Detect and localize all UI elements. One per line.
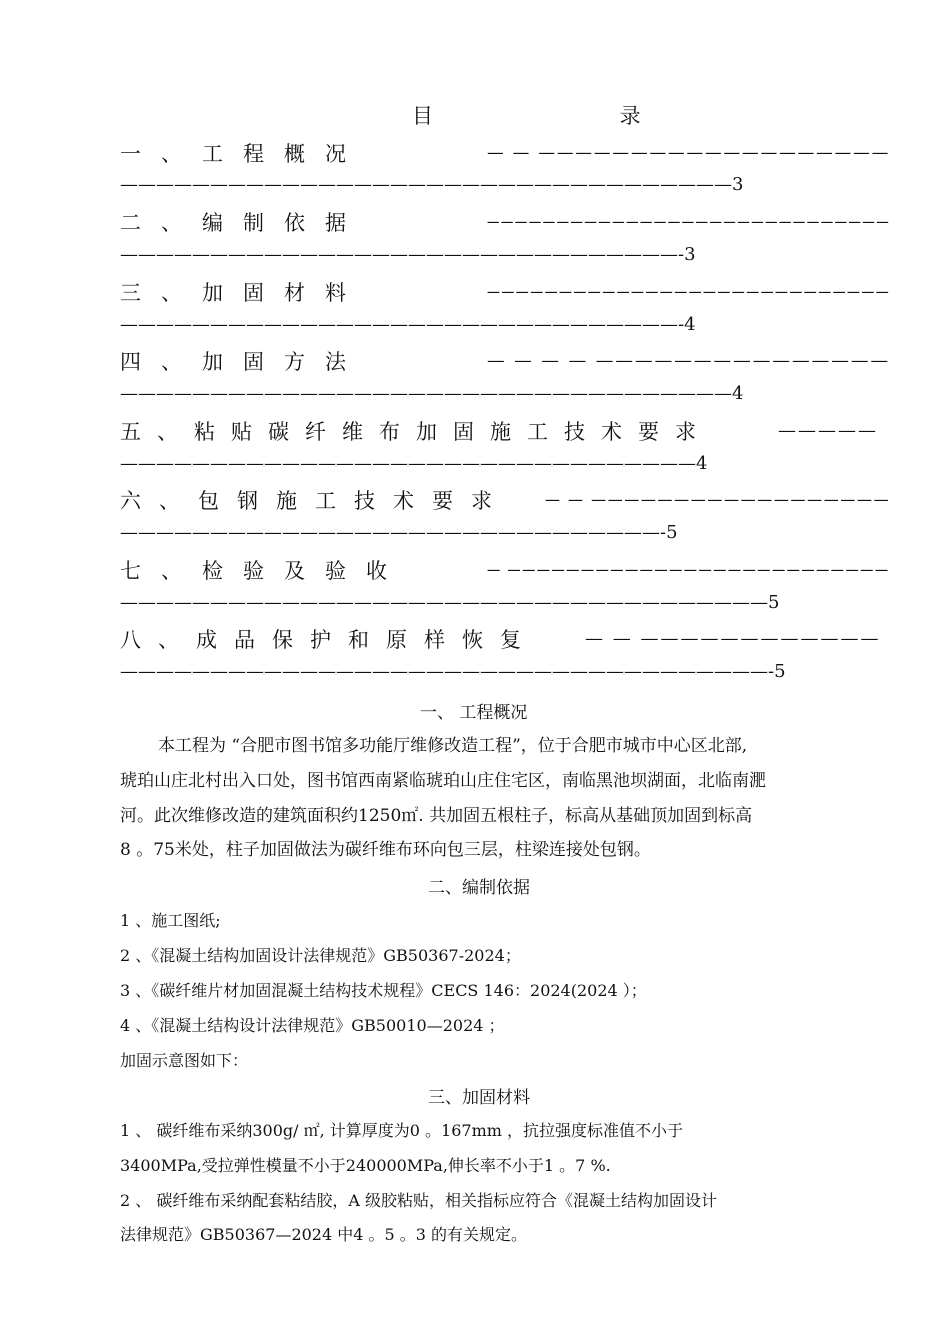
toc-entry-leader: — — ——————————————————— [487, 142, 891, 163]
toc-entry-leader-page: ———————————————————————————————-3 [120, 244, 696, 265]
section-heading: 一、 工程概况 [420, 703, 528, 723]
toc-heading: 目 录 [412, 104, 731, 128]
toc-entry-title: 八、成品保护和原样恢复 [120, 628, 538, 652]
paragraph-line: 8 。75米处，柱子加固做法为碳纤维布环向包三层，柱梁连接处包钢。 [120, 840, 651, 860]
list-item: 4 、《混凝土结构设计法律规范》GB50010—2024 ； [120, 1016, 505, 1035]
toc-entry-leader: ————— [778, 420, 878, 441]
toc-entry-leader: — — — — ——————————————— [487, 350, 891, 371]
figure-note: 加固示意图如下： [120, 1051, 249, 1070]
toc-entry-leader-page: ————————————————————————————————————-5 [120, 661, 786, 682]
paragraph-line: 琥珀山庄北村出入口处，图书馆西南紧临琥珀山庄住宅区，南临黑池坝湖面，北临南淝 [120, 771, 766, 791]
list-item: 2 、 碳纤维布采纳配套粘结胶，A 级胶粘贴，相关指标应符合《混凝土结构加固设计 [120, 1191, 717, 1210]
toc-entry-title: 四、加固方法 [120, 350, 366, 374]
toc-entry-title: 五、粘贴碳纤维布加固施工技术要求 [120, 420, 712, 444]
toc-entry-title: 七、检验及验收 [120, 559, 407, 583]
toc-entry-leader-page: ————————————————————————————————4 [120, 453, 708, 474]
list-item-continuation: 3400MPa,受拉弹性模量不小于240000MPa,伸长率不小于1 。7 %. [120, 1156, 611, 1175]
section-heading: 三、加固材料 [428, 1088, 530, 1108]
toc-entry-title: 二、编制依据 [120, 211, 366, 235]
toc-entry-leader: ————————————————————————————— [487, 211, 891, 232]
toc-entry-leader-page: ——————————————————————————————-5 [120, 522, 678, 543]
toc-entry-leader: — —————————————————————————— [487, 559, 890, 580]
toc-entry-leader: — — —————————————————— [545, 489, 891, 510]
list-item: 1 、 碳纤维布采纳300g/ ㎡, 计算厚度为0 。167mm ，抗拉强度标准值不小于 [120, 1121, 684, 1140]
list-item: 1 、施工图纸; [120, 911, 221, 930]
toc-entry-leader-page: ——————————————————————————————————4 [120, 383, 744, 404]
toc-entry-leader-page: ———————————————————————————————-4 [120, 314, 696, 335]
toc-entry-title: 三、加固材料 [120, 281, 366, 305]
paragraph-line: 河。此次维修改造的建筑面积约1250㎡. 共加固五根柱子，标高从基础顶加固到标高 [120, 806, 753, 826]
paragraph-line: 本工程为 “合肥市图书馆多功能厅维修改造工程”，位于合肥市城市中心区北部, [158, 736, 748, 756]
toc-entry-leader-page: ——————————————————————————————————3 [120, 174, 744, 195]
list-item-continuation: 法律规范》GB50367—2024 中4 。5 。3 的有关规定。 [120, 1225, 528, 1244]
toc-entry-leader: ———————————————————————————— [487, 281, 891, 302]
list-item: 3 、《碳纤维片材加固混凝土结构技术规程》CECS 146：2024(2024 ）； [120, 981, 647, 1000]
toc-entry-title: 六、包钢施工技术要求 [120, 489, 510, 513]
toc-entry-leader: — — ———————————— [585, 628, 881, 649]
toc-entry-title: 一、工程概况 [120, 142, 366, 166]
section-heading: 二、编制依据 [428, 878, 530, 898]
toc-entry-leader-page: ————————————————————————————————————5 [120, 592, 780, 613]
list-item: 2 、《混凝土结构加固设计法律规范》GB50367-2024； [120, 946, 521, 965]
